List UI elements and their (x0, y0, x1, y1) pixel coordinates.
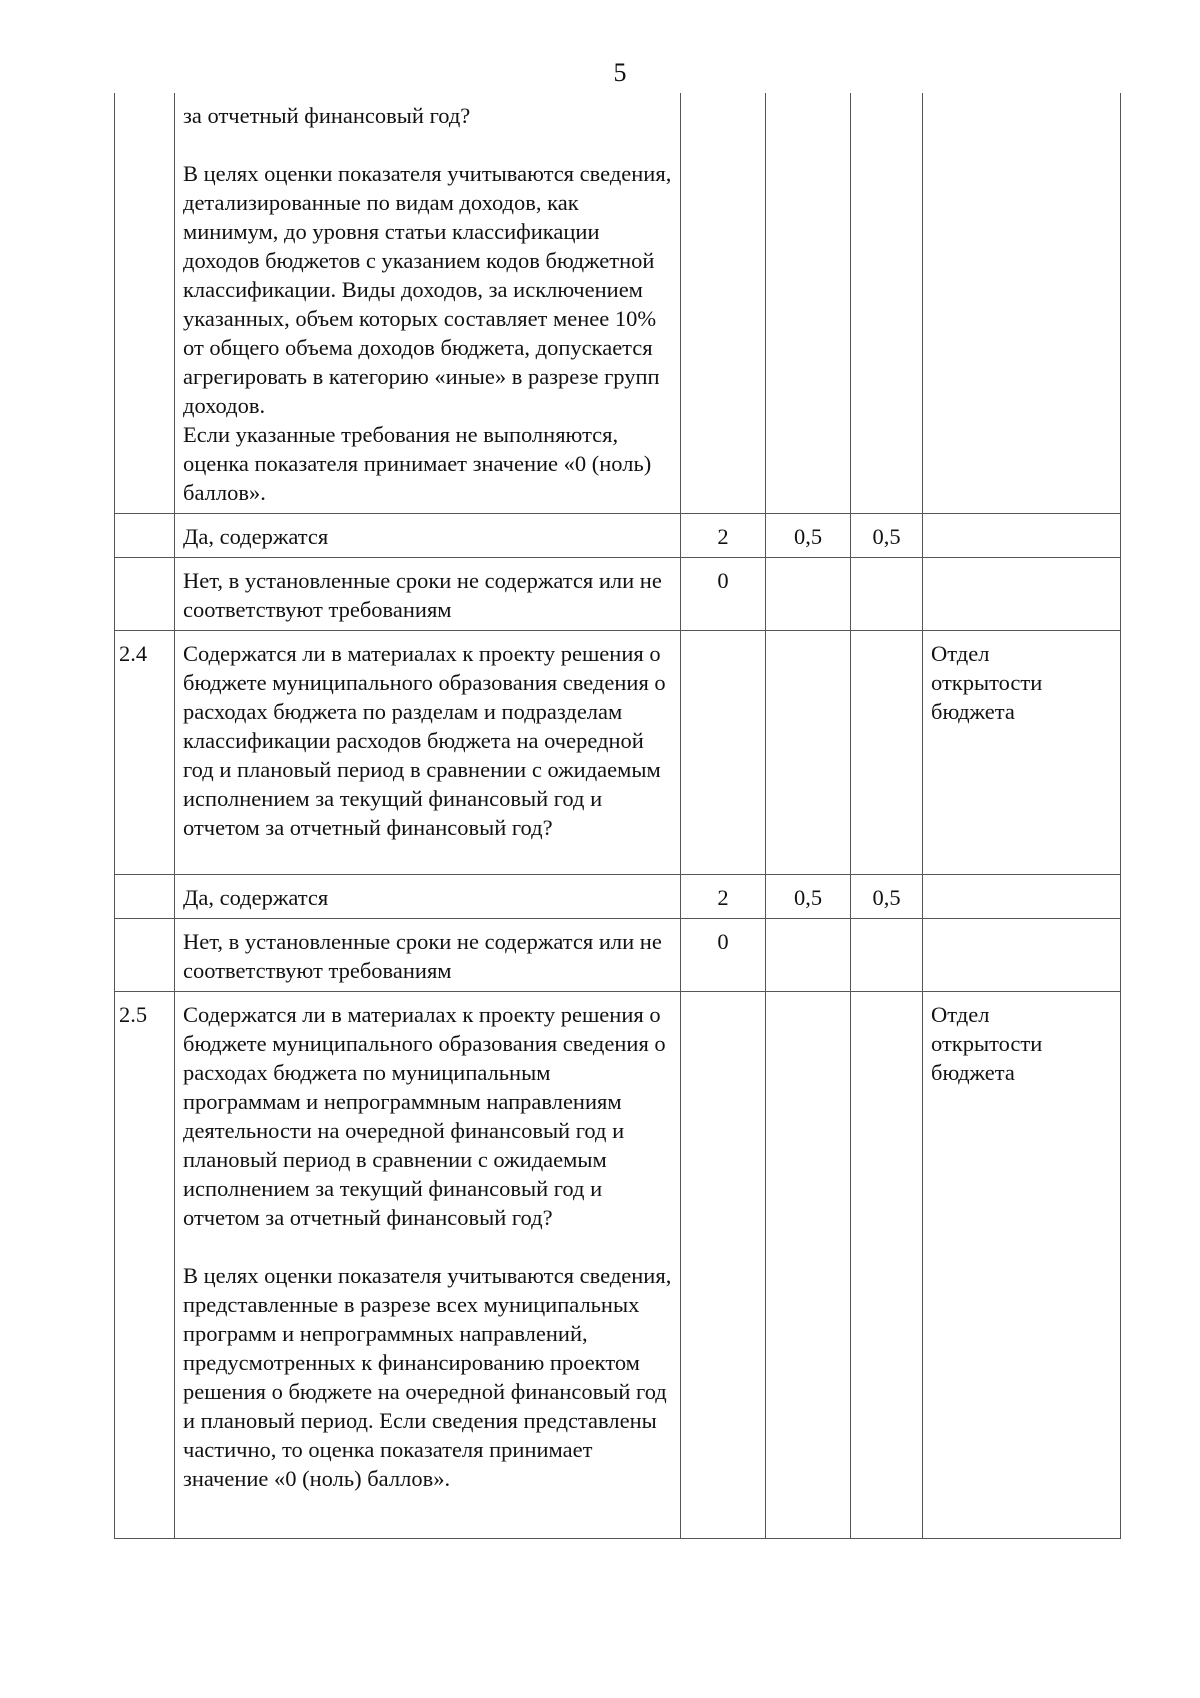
table-row-question-2-5 (115, 992, 1121, 1539)
table-row-question-2-4 (115, 631, 1121, 875)
cell-responsible (923, 919, 1121, 992)
cell-weight-2 (851, 919, 923, 992)
cell-number (115, 514, 175, 558)
cell-answer-text: Да, содержатся (175, 875, 681, 919)
responsible-line: Отдел (931, 641, 990, 666)
cell-question-text: Содержатся ли в материалах к проекту решения о бюджете муниципального образования сведения о расходах бюджета по разделам и подразделам классификации расходов бюджета на очередной год и плановый период в сравнении с ожидаемым исполнением за текущий финансовый год и отчетом за отчетный финансовый год? (175, 631, 681, 875)
cell-weight-1 (766, 631, 851, 875)
cell-weight-1: 0,5 (766, 514, 851, 558)
cell-responsible (923, 558, 1121, 631)
cell-score (681, 93, 766, 514)
page-number: 5 (613, 58, 627, 87)
cell-score: 2 (681, 875, 766, 919)
cell-responsible (923, 93, 1121, 514)
cell-score: 0 (681, 558, 766, 631)
cell-score (681, 992, 766, 1539)
cell-weight-2: 0,5 (851, 875, 923, 919)
cell-responsible (923, 631, 1121, 875)
table-row-answer-no (115, 919, 1121, 992)
cell-weight-1 (766, 919, 851, 992)
cell-weight-1 (766, 992, 851, 1539)
criterion-text-line: за отчетный финансовый год? (183, 103, 471, 128)
cell-number (115, 93, 175, 514)
cell-responsible (923, 875, 1121, 919)
evaluation-table (114, 93, 1121, 1539)
cell-score: 0 (681, 919, 766, 992)
cell-weight-2 (851, 558, 923, 631)
cell-criterion-text (175, 93, 681, 514)
table-row-answer-yes (115, 514, 1121, 558)
cell-number (115, 919, 175, 992)
responsible-line: бюджета (931, 1060, 1015, 1085)
question-text: Содержатся ли в материалах к проекту решения о бюджете муниципального образования сведения о расходах бюджета по муниципальным программам и непрограммным направлениям деятельности на очередной финансовый год и плановый период в сравнении с ожидаемым исполнением за текущий финансовый год и отчетом за отчетный финансовый год? (183, 1002, 666, 1230)
question-note: В целях оценки показателя учитываются сведения, представленные в разрезе всех муниципальных программ и непрограммных направлений, предусмотренных к финансированию проектом решения о бюджете на очередной финансовый год и плановый период. Если сведения представлены частично, то оценка показателя принимает значение «0 (ноль) баллов». (183, 1263, 672, 1491)
cell-number (115, 558, 175, 631)
table-row-answer-no (115, 558, 1121, 631)
cell-weight-1: 0,5 (766, 875, 851, 919)
cell-number (115, 875, 175, 919)
cell-score (681, 631, 766, 875)
criterion-note-zero: Если указанные требования не выполняются, оценка показателя принимает значение «0 (ноль) баллов». (183, 422, 652, 505)
responsible-line: открытости (931, 670, 1043, 695)
cell-answer-text: Нет, в установленные сроки не содержатся или не соответствуют требованиям (175, 919, 681, 992)
cell-responsible (923, 514, 1121, 558)
cell-weight-1 (766, 93, 851, 514)
cell-responsible (923, 992, 1121, 1539)
cell-answer-text: Нет, в установленные сроки не содержатся или не соответствуют требованиям (175, 558, 681, 631)
responsible-line: открытости (931, 1031, 1043, 1056)
cell-weight-2 (851, 631, 923, 875)
cell-weight-2: 0,5 (851, 514, 923, 558)
table-row-answer-yes (115, 875, 1121, 919)
cell-score: 2 (681, 514, 766, 558)
cell-number: 2.4 (115, 631, 175, 875)
cell-weight-2 (851, 93, 923, 514)
cell-answer-text: Да, содержатся (175, 514, 681, 558)
responsible-line: бюджета (931, 699, 1015, 724)
cell-number: 2.5 (115, 992, 175, 1539)
responsible-line: Отдел (931, 1002, 990, 1027)
cell-question-text (175, 992, 681, 1539)
cell-weight-2 (851, 992, 923, 1539)
table-row-continued (115, 93, 1121, 514)
criterion-note: В целях оценки показателя учитываются сведения, детализированные по видам доходов, как минимум, до уровня статьи классификации доходов бюджетов с указанием кодов бюджетной классификации. Виды доходов, за исключением указанных, объем которых составляет менее 10% от общего объема доходов бюджета, допускается агрегировать в категорию «иные» в разрезе групп доходов. (183, 161, 672, 418)
cell-weight-1 (766, 558, 851, 631)
